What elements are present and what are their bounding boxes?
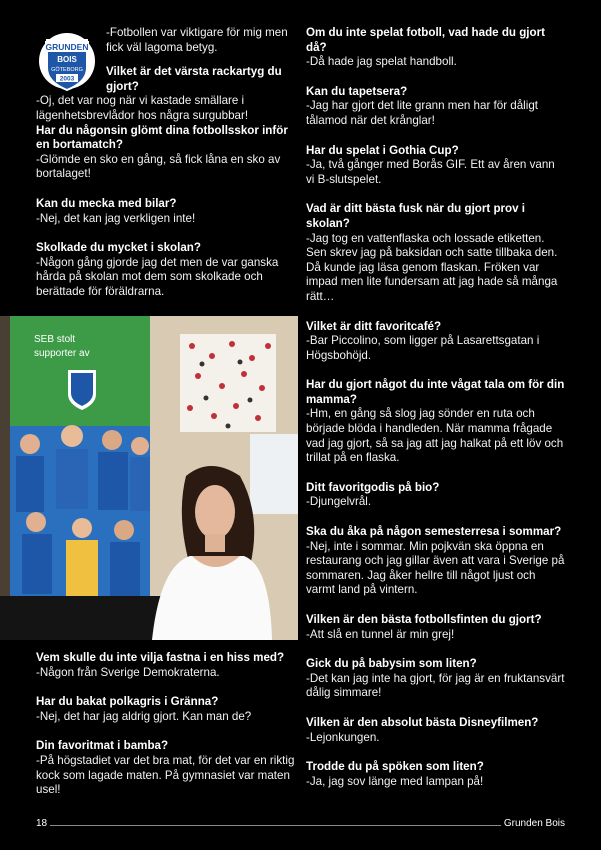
answer: -Då hade jag spelat handboll. bbox=[306, 55, 457, 69]
question: Vilken är den bästa fotbollsfinten du gjort? bbox=[306, 613, 542, 626]
qa-item bbox=[306, 657, 566, 701]
qa-item bbox=[306, 26, 566, 70]
left-column-top bbox=[36, 26, 298, 315]
answer: -På högstadiet var det bra mat, för det var en riktig kock som lagade maten. På gymnasiet var maten usel! bbox=[36, 753, 295, 797]
qa-item bbox=[306, 481, 566, 510]
interview-photo bbox=[0, 316, 298, 640]
question: Vad är ditt bästa fusk när du gjort prov i skolan? bbox=[306, 202, 526, 230]
question: Har du gjort något du inte vågat tala om för din mamma? bbox=[306, 378, 565, 406]
answer: -Oj, det var nog när vi kastade smällare i lägenhetsbrevlådor hos några surgubbar! bbox=[36, 94, 249, 122]
question: Din favoritmat i bamba? bbox=[36, 739, 169, 753]
answer: -Glömde en sko en gång, så fick låna en sko av bortalaget! bbox=[36, 152, 281, 181]
qa-item bbox=[306, 378, 566, 466]
qa-item bbox=[306, 760, 566, 789]
qa-item bbox=[306, 202, 566, 304]
qa-item bbox=[36, 65, 298, 123]
logo-name: GRUNDEN bbox=[45, 42, 89, 52]
answer: -Någon från Sverige Demokraterna. bbox=[36, 665, 220, 679]
qa-item bbox=[306, 85, 566, 129]
question: Trodde du på spöken som liten? bbox=[306, 760, 484, 774]
question: Ska du åka på någon semesterresa i sommar? bbox=[306, 525, 562, 539]
qa-item bbox=[36, 739, 298, 797]
question: Gick du på babysim som liten? bbox=[306, 657, 477, 671]
answer: -Jag har gjort det lite grann men har för dåligt tålamod när det krånglar! bbox=[306, 99, 538, 127]
answer: -Det kan jag inte ha gjort, för jag är en fruktansvärt dålig simmare! bbox=[306, 671, 565, 700]
answer: -Nej, inte i sommar. Min pojkvän ska öppna en restaurang och jag gillar även att vara i Sverige på sommaren. Jag åker hellre till något ljust och varmt land på vintern. bbox=[306, 539, 565, 597]
banner-text-1: SEB stolt bbox=[34, 334, 76, 345]
qa-item bbox=[36, 695, 298, 724]
qa-item bbox=[306, 716, 566, 745]
footer-divider bbox=[50, 825, 501, 826]
answer: -Nej, det kan jag verkligen inte! bbox=[36, 211, 196, 225]
question: Ditt favoritgodis på bio? bbox=[306, 480, 440, 494]
answer: -Att slå en tunnel är min grej! bbox=[306, 627, 455, 641]
qa-item bbox=[306, 525, 566, 598]
question: Skolkade du mycket i skolan? bbox=[36, 241, 201, 255]
question: Vilket är det värsta rackartyg du gjort? bbox=[106, 65, 282, 93]
logo-year: 2003 bbox=[59, 75, 75, 83]
question: Vilken är den absolut bästa Disneyfilmen? bbox=[306, 715, 539, 729]
answer: -Ja, jag sov länge med lampan på! bbox=[306, 774, 484, 788]
photo-illustration bbox=[0, 316, 298, 640]
answer: -Nej, det har jag aldrig gjort. Kan man de? bbox=[36, 709, 252, 723]
qa-item bbox=[36, 651, 298, 680]
right-column bbox=[306, 26, 566, 804]
qa-item bbox=[36, 26, 298, 55]
answer: -Bar Piccolino, som ligger på Lasarettsgatan i Högsbohöjd. bbox=[306, 334, 540, 362]
qa-item bbox=[306, 144, 566, 188]
question: Har du någonsin glömt dina fotbollsskor inför en bortamatch? bbox=[36, 123, 288, 152]
answer: -Djungelvrål. bbox=[306, 495, 372, 509]
question: Har du spelat i Gothia Cup? bbox=[306, 143, 459, 157]
question: Om du inte spelat fotboll, vad hade du gjort då? bbox=[306, 26, 545, 54]
question: Kan du tapetsera? bbox=[306, 84, 408, 98]
question: Vilket är ditt favoritcafé? bbox=[306, 319, 442, 333]
answer: -Ja, två gånger med Borås GIF. Ett av åren vann vi B-slutspelet. bbox=[306, 158, 555, 186]
logo-sub: BOIS bbox=[57, 55, 77, 64]
qa-item bbox=[36, 241, 298, 299]
question: Har du bakat polkagris i Gränna? bbox=[36, 695, 219, 709]
answer: -Någon gång gjorde jag det men de var ganska hårda på skolan mot dem som skolkade och berättade för föräldrarna. bbox=[36, 255, 279, 298]
banner-text-2: supporter av bbox=[34, 348, 90, 359]
page-number: 18 bbox=[36, 818, 48, 829]
question: Vem skulle du inte vilja fastna i en hiss med? bbox=[36, 651, 285, 664]
question: Kan du mecka med bilar? bbox=[36, 196, 177, 210]
qa-item bbox=[36, 197, 298, 226]
footer-brand: Grunden Bois bbox=[503, 818, 565, 829]
answer: -Jag tog en vattenflaska och lossade etiketten. Sen skrev jag på baksidan och satte tillbaka den. Då kunde jag läsa genom flaskan. Fröken var impad men lite fundersam att jag hade så många rätt… bbox=[306, 231, 558, 303]
answer: -Fotbollen var viktigare för mig men fick väl lagoma betyg. bbox=[106, 26, 288, 54]
answer: -Lejonkungen. bbox=[306, 730, 380, 744]
qa-item bbox=[306, 320, 566, 364]
logo-city: GÖTEBORG bbox=[51, 67, 83, 73]
qa-item bbox=[306, 613, 566, 642]
answer: -Hm, en gång så slog jag sönder en ruta och började blöda i handleden. När mamma frågade vad jag gjort, så sa jag att jag halkat på ett löv och trillat på en flaska. bbox=[306, 407, 564, 465]
left-column-bottom bbox=[36, 651, 298, 813]
qa-item bbox=[36, 124, 298, 182]
